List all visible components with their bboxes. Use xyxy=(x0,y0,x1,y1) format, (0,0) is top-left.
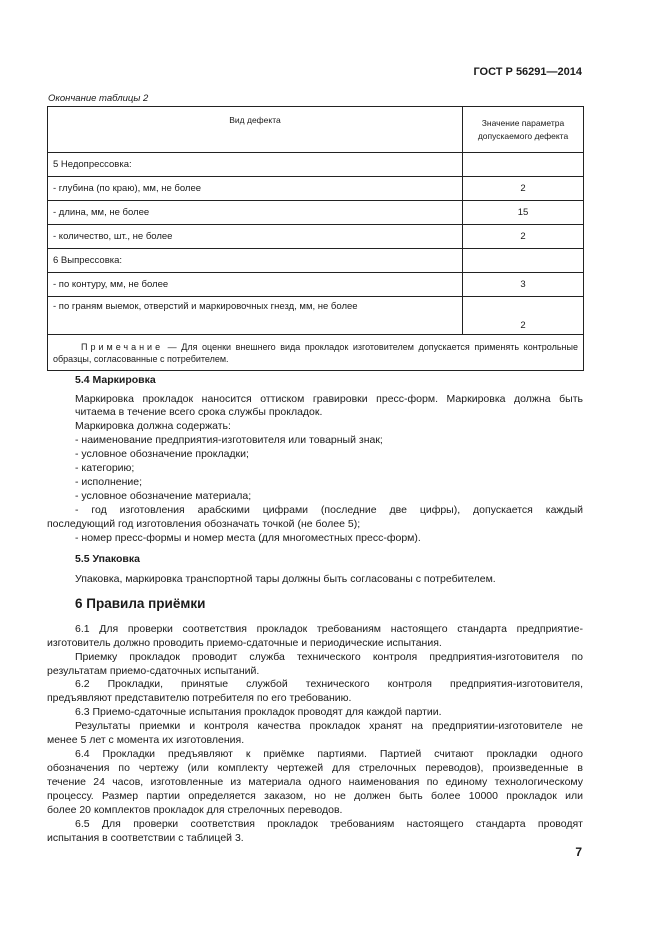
paragraph-line: предъявляют представителю потребителя по его требованию. xyxy=(47,692,352,704)
paragraph-line: читаема в течение всего срока службы прокладок. xyxy=(75,406,323,418)
table-row xyxy=(48,201,584,225)
defect-name: - глубина (по краю), мм, не более xyxy=(48,177,463,201)
list-item: - условное обозначение прокладки; xyxy=(75,448,249,460)
paragraph-line: изготовитель должно проводить приемо-сдаточные и периодические испытания. xyxy=(47,637,442,649)
table-row xyxy=(48,153,584,177)
paragraph-line: течение 24 часов, изготовленные из материала одного наименования по единому технологическому xyxy=(47,776,583,788)
paragraph-line: Упаковка, маркировка транспортной тары должны быть согласованы с потребителем. xyxy=(75,573,496,585)
table-row xyxy=(48,177,584,201)
defect-name: 6 Выпрессовка: xyxy=(48,249,463,273)
defect-name: - по граням выемок, отверстий и маркировочных гнезд, мм, не более xyxy=(48,297,463,335)
column-header-allowed-value-line1: Значение параметра xyxy=(481,118,565,128)
paragraph-line: Результаты приемки и контроля качества прокладок хранят на предприятии-изготовителе не xyxy=(75,720,583,732)
table-row xyxy=(48,249,584,273)
column-header-allowed-value xyxy=(463,107,584,153)
column-header-defect-type: Вид дефекта xyxy=(48,107,463,153)
table-row xyxy=(48,225,584,249)
note-label: Примечание xyxy=(81,341,164,352)
table-row xyxy=(48,273,584,297)
paragraph-line: 6.5 Для проверки соответствия прокладок требованиям настоящего стандарта проводят xyxy=(75,818,583,830)
document-standard-number: ГОСТ Р 56291—2014 xyxy=(473,66,582,78)
paragraph-line: обозначения по чертежу (или комплекту чертежей для стрелочных переводов), произведенные в xyxy=(47,762,583,774)
table-caption: Окончание таблицы 2 xyxy=(48,93,149,104)
paragraph-line: 6.3 Приемо-сдаточные испытания прокладок проводят для каждой партии. xyxy=(75,706,442,718)
list-item: - условное обозначение материала; xyxy=(75,490,252,502)
defect-value xyxy=(463,153,584,177)
paragraph-line: Маркировка должна содержать: xyxy=(75,420,231,432)
table-row xyxy=(48,297,584,335)
page-number: 7 xyxy=(575,845,582,859)
defect-value: 3 xyxy=(463,273,584,297)
defect-value: 2 xyxy=(463,177,584,201)
column-header-allowed-value-line2: допускаемого дефекта xyxy=(477,131,569,141)
paragraph-line: испытания в соответствии с таблицей 3. xyxy=(47,832,244,844)
section-6-heading: 6 Правила приёмки xyxy=(75,596,206,611)
paragraph-line: более 20 комплектов прокладок для стрелочных переводов. xyxy=(47,804,343,816)
paragraph-line: 6.1 Для проверки соответствия прокладок требованиям настоящего стандарта предприятие- xyxy=(75,623,583,635)
table-header-row xyxy=(48,107,584,153)
section-5-5-heading: 5.5 Упаковка xyxy=(75,553,140,565)
paragraph-line: Маркировка прокладок наносится оттиском гравировки пресс-форм. Маркировка должна быть xyxy=(75,393,583,405)
defects-table xyxy=(47,106,584,371)
defect-name: - по контуру, мм, не более xyxy=(48,273,463,297)
note-text: — Для оценки внешнего вида прокладок изготовителем допускается применять контрольные образцы, согласованные с потребителем. xyxy=(53,341,578,364)
defect-name: - количество, шт., не более xyxy=(48,225,463,249)
paragraph-line: менее 5 лет с момента их изготовления. xyxy=(47,734,245,746)
defect-value: 2 xyxy=(463,225,584,249)
defect-value: 15 xyxy=(463,201,584,225)
paragraph-line: Приемку прокладок проводит служба технического контроля предприятия-изготовителя по xyxy=(75,651,583,663)
defect-value: 2 xyxy=(463,297,584,335)
defect-name: 5 Недопрессовка: xyxy=(48,153,463,177)
paragraph-line: 6.4 Прокладки предъявляют к приёмке партиями. Партией считают прокладки одного xyxy=(75,748,583,760)
section-5-4-heading: 5.4 Маркировка xyxy=(75,374,156,386)
list-item-continuation: последующий год изготовления обозначать точкой (не более 5); xyxy=(47,518,361,530)
list-item: - номер пресс-формы и номер места (для многоместных пресс-форм). xyxy=(75,532,421,544)
list-item: - категорию; xyxy=(75,462,135,474)
defect-value xyxy=(463,249,584,273)
paragraph-line: результатам приемо-сдаточных испытаний. xyxy=(47,665,260,677)
list-item: - исполнение; xyxy=(75,476,143,488)
table-note-row xyxy=(48,335,584,371)
table-note xyxy=(48,335,584,371)
paragraph-line: процессу. Размер партии определяется заказом, но не должен быть более 10000 прокладок или xyxy=(47,790,583,802)
defect-name: - длина, мм, не более xyxy=(48,201,463,225)
paragraph-line: 6.2 Прокладки, принятые службой технического контроля предприятия-изготовителя, xyxy=(75,678,583,690)
list-item: - наименование предприятия-изготовителя или товарный знак; xyxy=(75,434,383,446)
list-item: - год изготовления арабскими цифрами (последние две цифры), допускается каждый xyxy=(75,504,583,516)
